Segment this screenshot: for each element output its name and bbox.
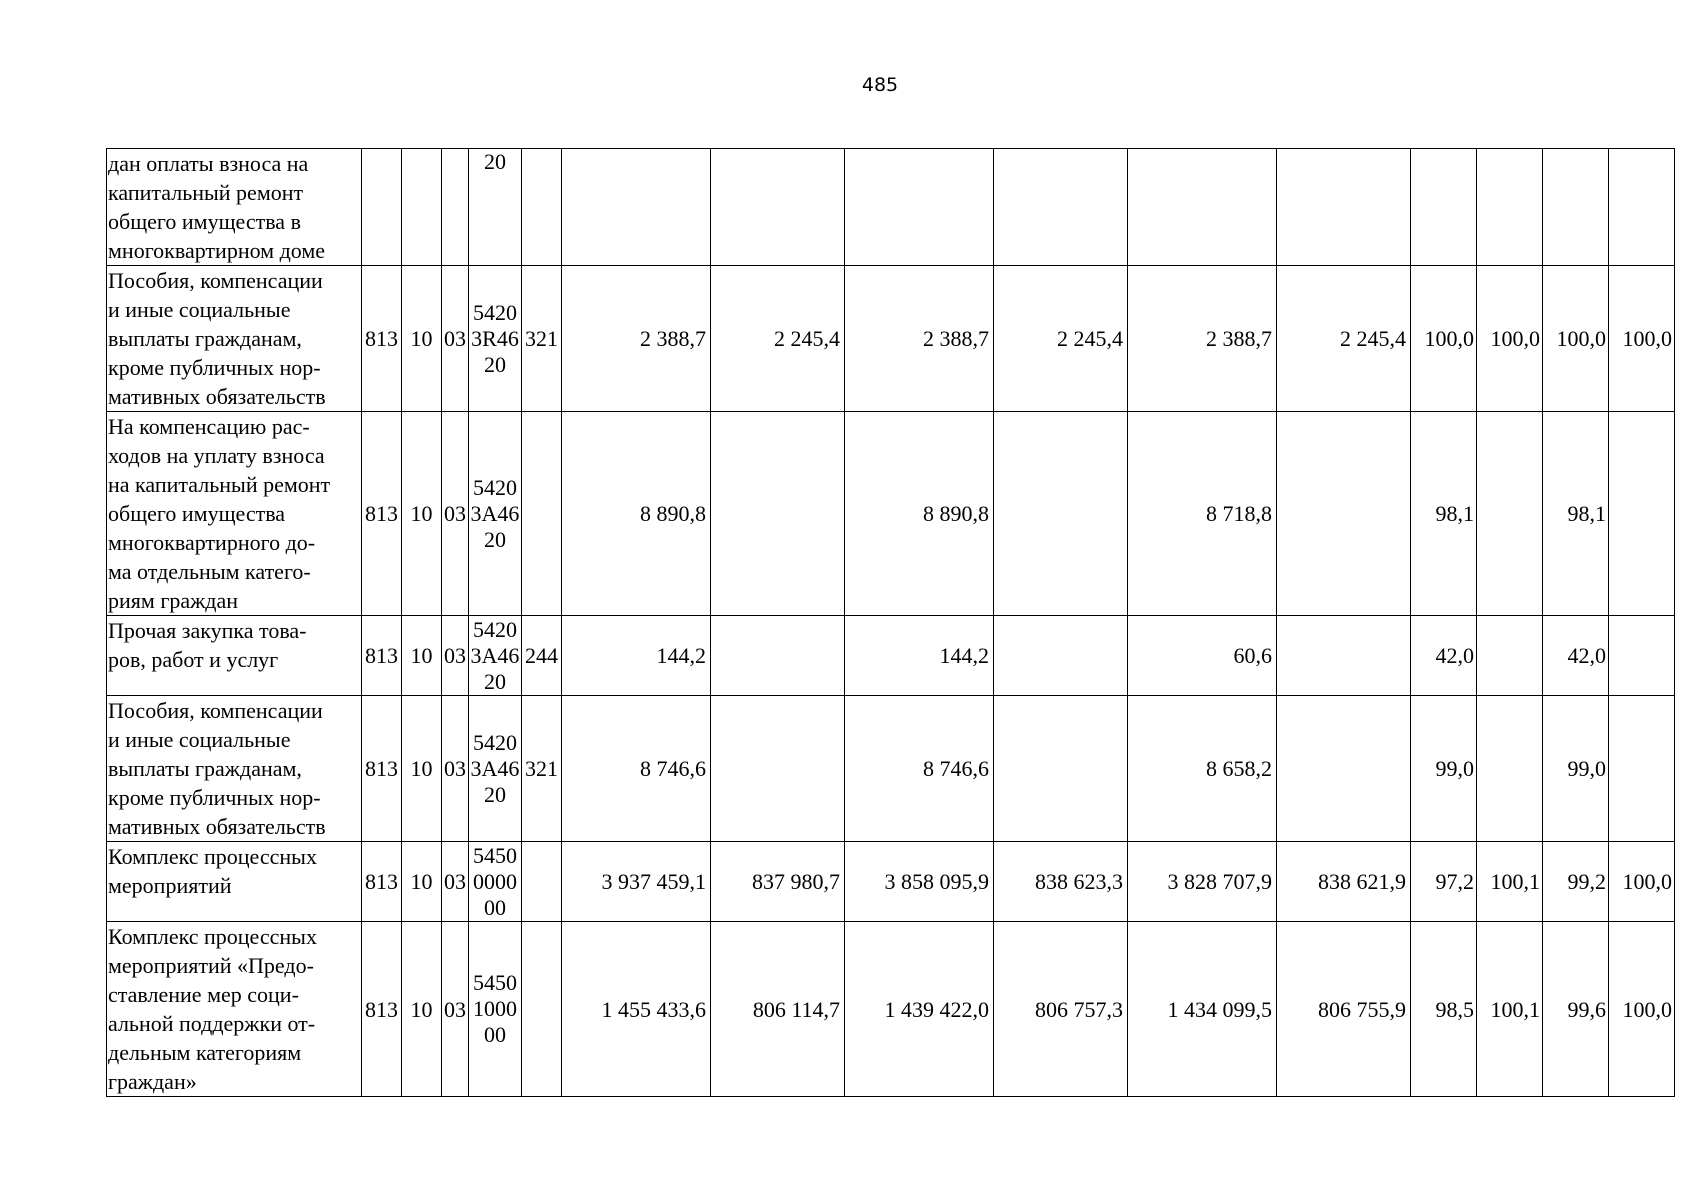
target-article-part: 20 <box>484 781 506 807</box>
amount-cell <box>994 149 1128 266</box>
percent-cell: 98,1 <box>1411 412 1477 616</box>
table-row <box>107 922 1675 1097</box>
department-code-cell: 813 <box>362 266 402 412</box>
amount-cell <box>1277 616 1411 696</box>
subsection-code-cell <box>442 149 469 266</box>
section-code-cell: 10 <box>402 842 442 922</box>
target-article-cell <box>469 412 522 616</box>
target-article-part: 5450 <box>473 970 517 995</box>
row-name-line: капитальный ремонт <box>108 180 304 205</box>
table-row <box>107 696 1675 842</box>
amount-cell <box>1277 696 1411 842</box>
row-name-line: риям граждан <box>108 588 239 613</box>
row-name-line: Комплекс процессных <box>108 844 317 869</box>
row-name-line: Комплекс процессных <box>108 924 317 949</box>
amount-cell: 144,2 <box>845 616 994 696</box>
percent-cell: 98,1 <box>1543 412 1609 616</box>
row-name-line: ров, работ и услуг <box>108 647 279 672</box>
amount-cell: 2 245,4 <box>711 266 845 412</box>
row-name-line: мероприятий <box>108 873 232 898</box>
percent-cell <box>1477 696 1543 842</box>
subsection-code-cell: 03 <box>442 266 469 412</box>
section-code-cell: 10 <box>402 922 442 1097</box>
percent-cell: 100,1 <box>1477 842 1543 922</box>
percent-cell: 100,1 <box>1477 922 1543 1097</box>
section-code-cell: 10 <box>402 616 442 696</box>
percent-cell <box>1609 149 1675 266</box>
percent-cell: 98,5 <box>1411 922 1477 1097</box>
department-code-cell: 813 <box>362 922 402 1097</box>
department-code-cell: 813 <box>362 616 402 696</box>
row-name-line: и иные социальные <box>108 297 291 322</box>
amount-cell: 806 114,7 <box>711 922 845 1097</box>
percent-cell: 97,2 <box>1411 842 1477 922</box>
percent-cell <box>1477 412 1543 616</box>
amount-cell <box>711 616 845 696</box>
target-article-part: 20 <box>484 526 506 552</box>
target-article-part: 20 <box>484 668 506 694</box>
target-article-part: 3A46 <box>470 755 520 781</box>
row-name-line: мативных обязательств <box>108 814 326 839</box>
row-name-line: граждан» <box>108 1069 197 1094</box>
target-article-part: 0000 <box>473 868 517 894</box>
row-name-cell <box>107 696 362 842</box>
amount-cell: 806 755,9 <box>1277 922 1411 1097</box>
percent-cell <box>1609 616 1675 696</box>
percent-cell: 100,0 <box>1609 842 1675 922</box>
target-article-part: 5420 <box>473 616 517 642</box>
amount-cell: 1 439 422,0 <box>845 922 994 1097</box>
row-name-line: и иные социальные <box>108 727 291 752</box>
row-name-cell <box>107 149 362 266</box>
target-article-part: 5420 <box>473 729 517 755</box>
percent-cell: 100,0 <box>1609 922 1675 1097</box>
amount-cell <box>994 412 1128 616</box>
table-row <box>107 842 1675 922</box>
amount-cell: 3 828 707,9 <box>1128 842 1277 922</box>
row-name-line: ма отдельным катего- <box>108 559 311 584</box>
row-name-cell <box>107 266 362 412</box>
target-article-cell <box>469 696 522 842</box>
target-article-part: 20 <box>484 351 506 377</box>
target-article-part: 3A46 <box>470 642 520 668</box>
expense-type-cell: 321 <box>522 696 562 842</box>
amount-cell <box>1128 149 1277 266</box>
target-article-cell <box>469 616 522 696</box>
amount-cell: 8 890,8 <box>562 412 711 616</box>
row-name-cell <box>107 616 362 696</box>
amount-cell <box>994 696 1128 842</box>
amount-cell: 2 245,4 <box>1277 266 1411 412</box>
row-name-line: на капитальный ремонт <box>108 472 331 497</box>
amount-cell <box>994 616 1128 696</box>
target-article-part: 3R46 <box>471 325 519 351</box>
amount-cell: 3 937 459,1 <box>562 842 711 922</box>
row-name-line: альной поддержки от- <box>108 1011 316 1036</box>
row-name-cell <box>107 842 362 922</box>
amount-cell: 144,2 <box>562 616 711 696</box>
target-article-cell <box>469 842 522 922</box>
section-code-cell: 10 <box>402 412 442 616</box>
amount-cell: 8 718,8 <box>1128 412 1277 616</box>
subsection-code-cell: 03 <box>442 842 469 922</box>
expense-type-cell <box>522 842 562 922</box>
target-article-part: 20 <box>484 149 506 174</box>
percent-cell: 42,0 <box>1543 616 1609 696</box>
row-name-line: ставление мер соци- <box>108 982 299 1007</box>
percent-cell: 99,0 <box>1543 696 1609 842</box>
expense-type-cell <box>522 149 562 266</box>
target-article-part: 5420 <box>473 474 517 500</box>
amount-cell: 806 757,3 <box>994 922 1128 1097</box>
percent-cell: 99,6 <box>1543 922 1609 1097</box>
row-name-line: кроме публичных нор- <box>108 785 321 810</box>
amount-cell <box>711 149 845 266</box>
amount-cell: 838 623,3 <box>994 842 1128 922</box>
row-name-line: общего имущества в <box>108 209 301 234</box>
amount-cell: 2 388,7 <box>562 266 711 412</box>
percent-cell: 100,0 <box>1477 266 1543 412</box>
amount-cell: 1 455 433,6 <box>562 922 711 1097</box>
target-article-cell <box>469 266 522 412</box>
amount-cell: 8 658,2 <box>1128 696 1277 842</box>
percent-cell <box>1477 149 1543 266</box>
expense-type-cell: 244 <box>522 616 562 696</box>
section-code-cell: 10 <box>402 266 442 412</box>
amount-cell <box>1277 412 1411 616</box>
target-article-part: 1000 <box>473 996 517 1021</box>
amount-cell: 1 434 099,5 <box>1128 922 1277 1097</box>
amount-cell <box>711 696 845 842</box>
amount-cell <box>845 149 994 266</box>
row-name-line: дельным категориям <box>108 1040 302 1065</box>
percent-cell: 99,0 <box>1411 696 1477 842</box>
percent-cell <box>1477 616 1543 696</box>
page-number: 485 <box>861 74 899 96</box>
amount-cell: 8 890,8 <box>845 412 994 616</box>
row-name-line: общего имущества <box>108 501 286 526</box>
amount-cell: 2 245,4 <box>994 266 1128 412</box>
amount-cell: 8 746,6 <box>562 696 711 842</box>
percent-cell: 100,0 <box>1543 266 1609 412</box>
department-code-cell: 813 <box>362 412 402 616</box>
section-code-cell: 10 <box>402 696 442 842</box>
table-body <box>107 149 1675 1097</box>
row-name-line: выплаты гражданам, <box>108 756 302 781</box>
subsection-code-cell: 03 <box>442 412 469 616</box>
target-article-cell <box>469 149 522 266</box>
department-code-cell: 813 <box>362 842 402 922</box>
row-name-line: Пособия, компенсации <box>108 698 323 723</box>
table-row <box>107 412 1675 616</box>
table-row <box>107 616 1675 696</box>
amount-cell: 2 388,7 <box>1128 266 1277 412</box>
amount-cell: 8 746,6 <box>845 696 994 842</box>
row-name-line: выплаты гражданам, <box>108 326 302 351</box>
percent-cell <box>1411 149 1477 266</box>
amount-cell: 838 621,9 <box>1277 842 1411 922</box>
percent-cell <box>1609 696 1675 842</box>
amount-cell: 60,6 <box>1128 616 1277 696</box>
amount-cell <box>1277 149 1411 266</box>
target-article-part: 00 <box>484 894 506 920</box>
row-name-line: Прочая закупка това- <box>108 618 307 643</box>
expense-type-cell <box>522 922 562 1097</box>
row-name-line: ходов на уплату взноса <box>108 443 325 468</box>
percent-cell: 100,0 <box>1609 266 1675 412</box>
percent-cell <box>1609 412 1675 616</box>
percent-cell: 100,0 <box>1411 266 1477 412</box>
target-article-part: 3A46 <box>470 500 520 526</box>
expense-type-cell: 321 <box>522 266 562 412</box>
row-name-line: кроме публичных нор- <box>108 355 321 380</box>
row-name-line: многоквартирном доме <box>108 238 326 263</box>
target-article-part: 5450 <box>473 842 517 868</box>
amount-cell <box>711 412 845 616</box>
expense-type-cell <box>522 412 562 616</box>
department-code-cell: 813 <box>362 696 402 842</box>
amount-cell: 2 388,7 <box>845 266 994 412</box>
table-row <box>107 266 1675 412</box>
amount-cell: 3 858 095,9 <box>845 842 994 922</box>
row-name-cell <box>107 412 362 616</box>
row-name-line: На компенсацию рас- <box>108 414 310 439</box>
amount-cell: 837 980,7 <box>711 842 845 922</box>
row-name-cell <box>107 922 362 1097</box>
target-article-part: 5420 <box>473 299 517 325</box>
amount-cell <box>562 149 711 266</box>
department-code-cell <box>362 149 402 266</box>
row-name-line: мероприятий «Предо- <box>108 953 314 978</box>
row-name-line: дан оплаты взноса на <box>108 151 309 176</box>
subsection-code-cell: 03 <box>442 616 469 696</box>
row-name-line: многоквартирного до- <box>108 530 316 555</box>
row-name-line: мативных обязательств <box>108 384 326 409</box>
percent-cell: 42,0 <box>1411 616 1477 696</box>
row-name-line: Пособия, компенсации <box>108 268 323 293</box>
section-code-cell <box>402 149 442 266</box>
target-article-part: 00 <box>484 1022 506 1047</box>
table-row <box>107 149 1675 266</box>
percent-cell: 99,2 <box>1543 842 1609 922</box>
subsection-code-cell: 03 <box>442 922 469 1097</box>
budget-execution-table <box>106 148 1675 1097</box>
target-article-cell <box>469 922 522 1097</box>
subsection-code-cell: 03 <box>442 696 469 842</box>
percent-cell <box>1543 149 1609 266</box>
